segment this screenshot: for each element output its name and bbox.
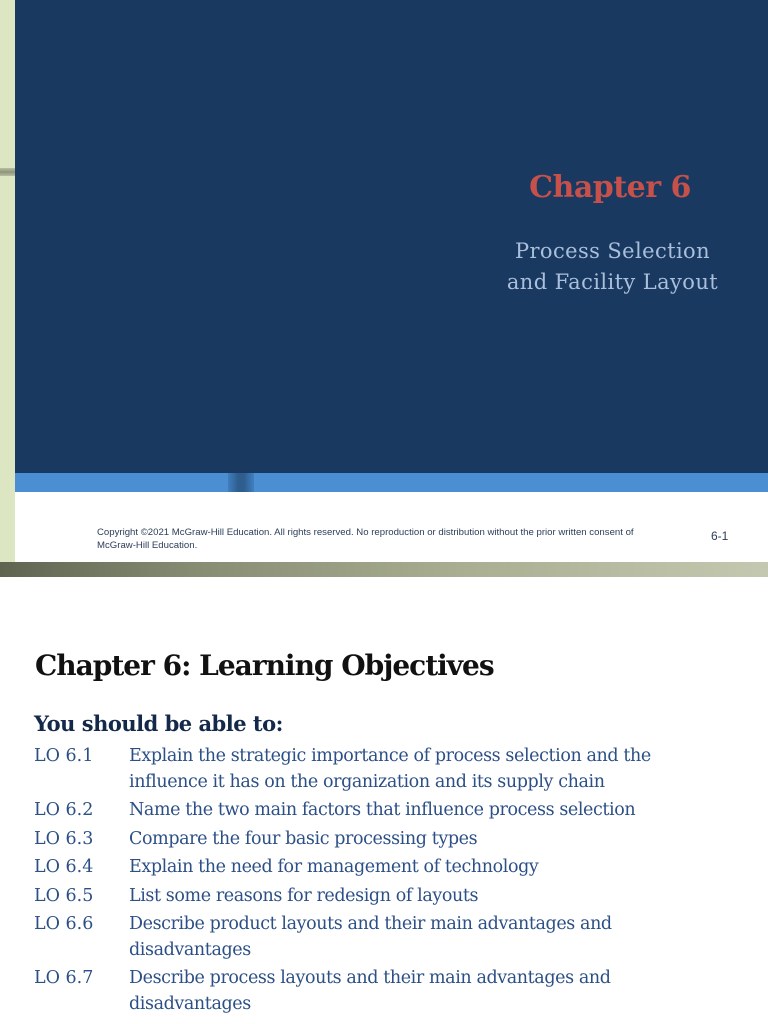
- list-item: [34, 912, 754, 963]
- objectives-title: Chapter 6: Learning Objectives: [35, 649, 494, 682]
- band-notch: [228, 473, 254, 492]
- objectives-lead: You should be able to:: [34, 711, 283, 736]
- slide-number: 6-1: [711, 529, 729, 543]
- objectives-slide: [0, 577, 768, 1024]
- objective-text: Name the two main factors that influence process selection: [129, 800, 636, 820]
- chapter-subtitle: [470, 236, 755, 298]
- objectives-list: [34, 744, 754, 1020]
- copyright-notice: [97, 526, 707, 552]
- list-item: [34, 966, 754, 1017]
- list-item: [34, 827, 754, 853]
- subtitle-line-2: and Facility Layout: [506, 270, 719, 294]
- left-strip-marker: [0, 168, 15, 176]
- objective-text: Explain the need for management of technology: [129, 857, 539, 877]
- left-accent-strip: [0, 0, 15, 562]
- objective-code: LO 6.1: [34, 746, 94, 766]
- objective-text: Compare the four basic processing types: [129, 828, 478, 849]
- objective-text: Describe product layouts and their main advantages and disadvantages: [129, 914, 612, 960]
- copyright-line-2: McGraw-Hill Education.: [97, 540, 198, 551]
- objective-text: Explain the strategic importance of process selection and the influence it has on the organization and its supply chain: [129, 746, 651, 792]
- objective-code: LO 6.5: [34, 885, 94, 906]
- list-item: [34, 855, 754, 881]
- objective-text: Describe process layouts and their main advantages and disadvantages: [129, 968, 611, 1014]
- list-item: [34, 744, 754, 795]
- list-item: [34, 798, 754, 824]
- objective-code: LO 6.6: [34, 914, 94, 934]
- subtitle-line-1: Process Selection: [514, 239, 711, 263]
- objective-text: List some reasons for redesign of layouts: [129, 885, 479, 906]
- objective-code: LO 6.3: [34, 828, 94, 849]
- chapter-title: Chapter 6: [529, 170, 691, 205]
- list-item: [34, 884, 754, 910]
- objective-code: LO 6.7: [34, 968, 94, 988]
- blue-band: [15, 473, 768, 492]
- objective-code: LO 6.2: [34, 800, 94, 820]
- slide-divider-bar: [0, 562, 768, 577]
- copyright-line-1: Copyright ©2021 McGraw-Hill Education. All rights reserved. No reproduction or distribution without the prior written consent of: [97, 527, 634, 538]
- objective-code: LO 6.4: [34, 857, 94, 877]
